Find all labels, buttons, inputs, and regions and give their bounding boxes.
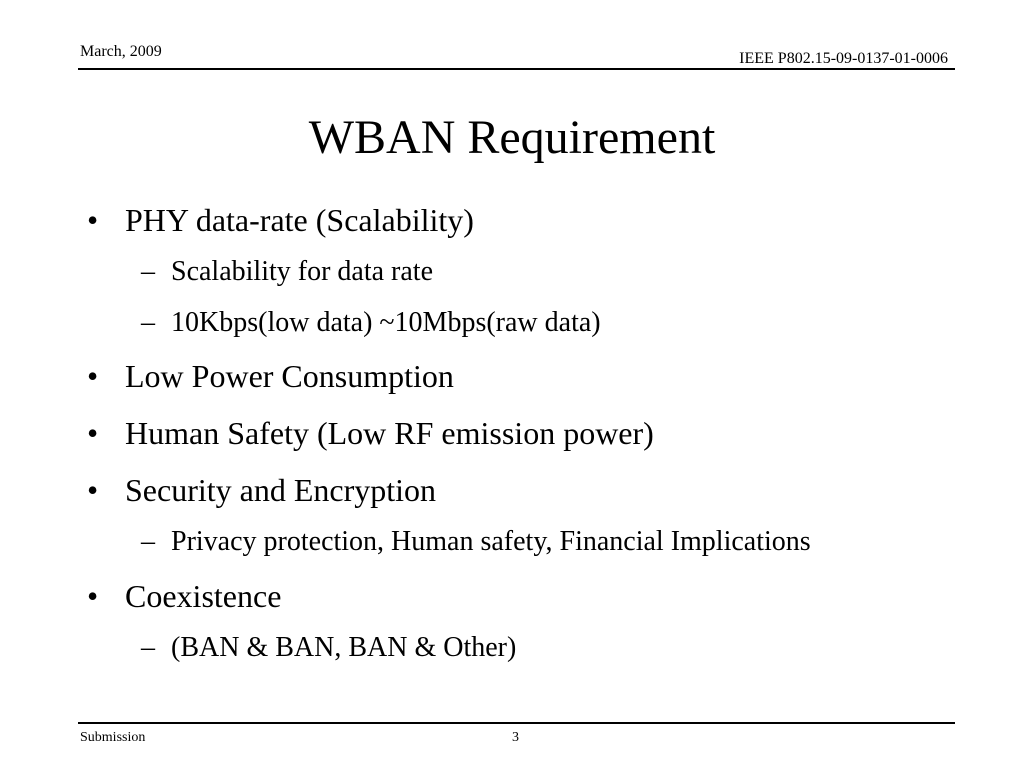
bullet-item: [87, 356, 454, 396]
footer-label: Submission: [80, 730, 146, 745]
sub-bullet-item: [141, 524, 811, 560]
bullet-marker: •: [87, 472, 99, 508]
sub-bullet-text: Scalability for data rate: [171, 256, 433, 287]
bullet-marker: •: [87, 358, 99, 394]
bullet-item: [87, 576, 282, 616]
page-number: 3: [512, 730, 519, 745]
bullet-item: [87, 413, 654, 453]
bullet-text: Low Power Consumption: [125, 358, 454, 394]
bullet-text: Coexistence: [125, 578, 282, 614]
bullet-marker: •: [87, 202, 99, 238]
bullet-marker: •: [87, 578, 99, 614]
header-date: March, 2009: [80, 43, 162, 60]
bullet-text: Human Safety (Low RF emission power): [125, 415, 654, 451]
sub-bullet-item: [141, 305, 601, 341]
bullet-text: PHY data-rate (Scalability): [125, 202, 474, 238]
header-document-id: IEEE P802.15-09-0137-01-0006: [739, 50, 948, 67]
sub-bullet-marker: –: [141, 256, 155, 287]
sub-bullet-marker: –: [141, 307, 155, 338]
sub-bullet-text: Privacy protection, Human safety, Financial Implications: [171, 526, 811, 557]
bullet-marker: •: [87, 415, 99, 451]
sub-bullet-item: [141, 630, 517, 666]
sub-bullet-item: [141, 254, 433, 290]
sub-bullet-text: 10Kbps(low data) ~10Mbps(raw data): [171, 307, 601, 338]
slide-title: WBAN Requirement: [308, 111, 716, 164]
sub-bullet-marker: –: [141, 632, 155, 663]
bullet-item: [87, 470, 437, 510]
sub-bullet-text: (BAN & BAN, BAN & Other): [171, 632, 517, 663]
bullet-item: [87, 200, 474, 240]
bullet-text: Security and Encryption: [125, 472, 437, 508]
footer-divider: [78, 722, 955, 724]
sub-bullet-marker: –: [141, 526, 155, 557]
